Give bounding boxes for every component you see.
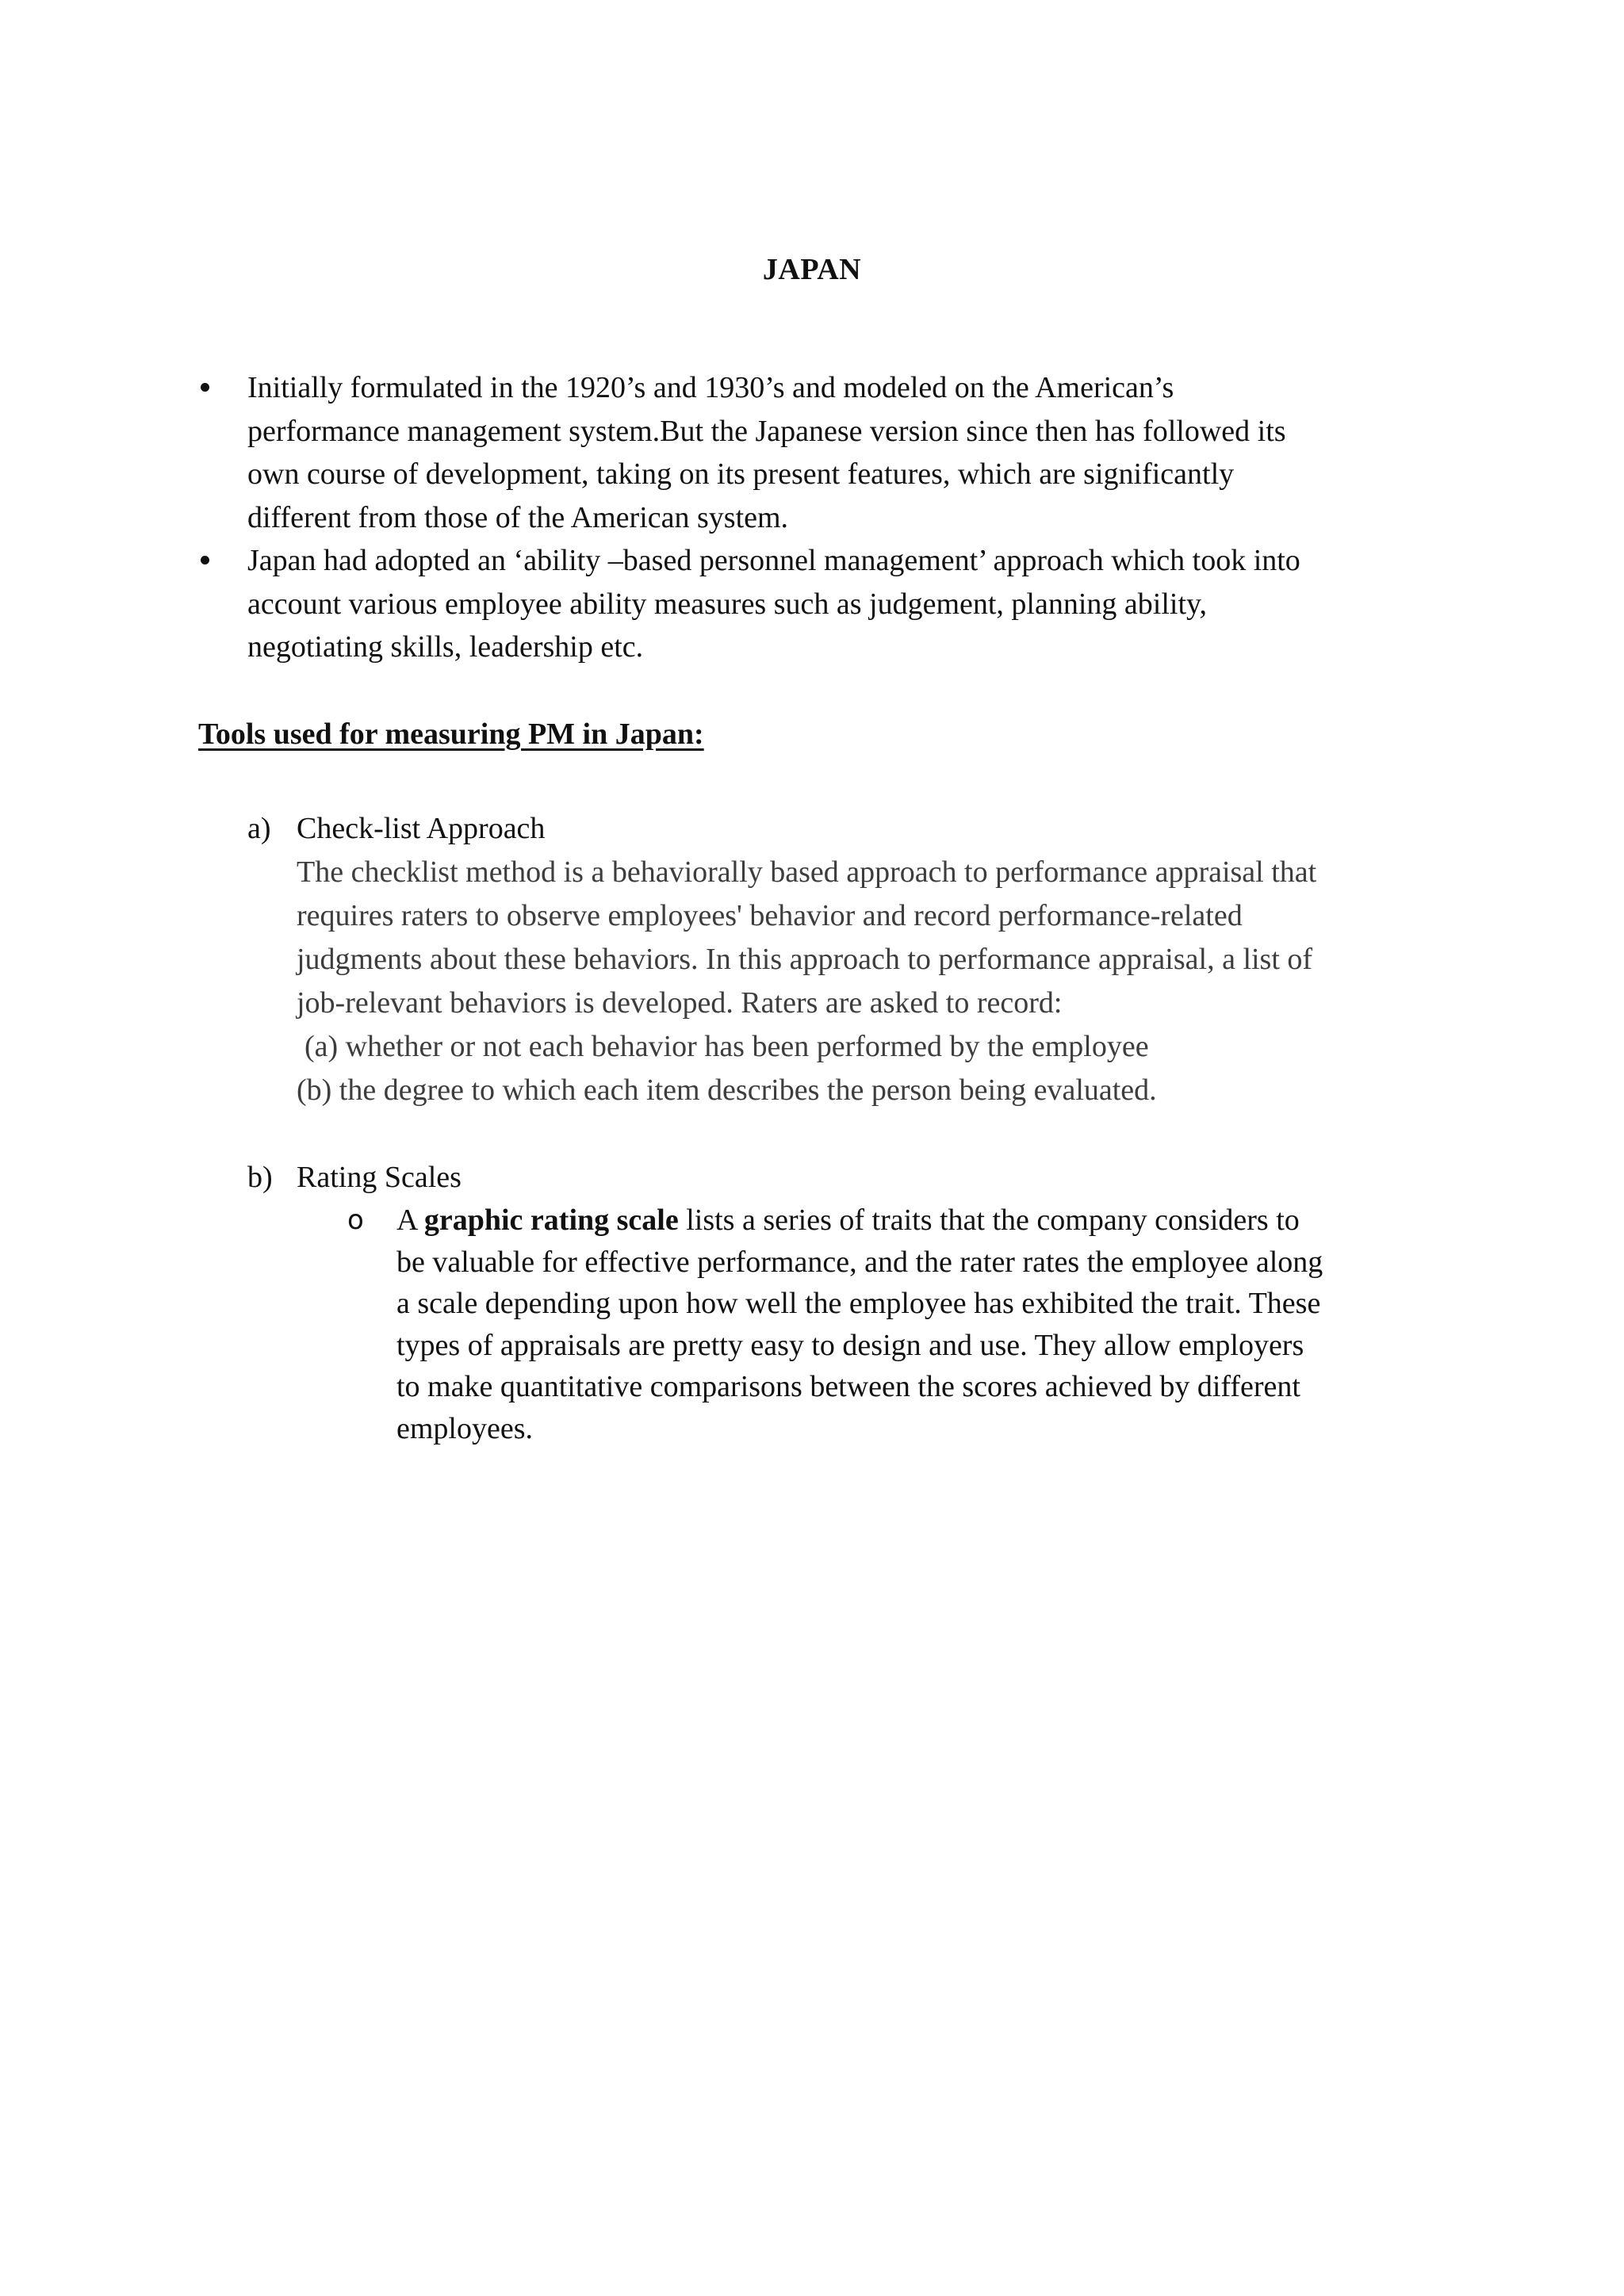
- bullet-list: [198, 366, 1435, 669]
- tool-description: [297, 851, 1423, 1112]
- bullet-line: negotiating skills, leadership etc.: [247, 630, 644, 664]
- description-line: (a) whether or not each behavior has been performed by the employee: [304, 1030, 1149, 1063]
- bullet-dot-icon: [201, 556, 209, 564]
- bullet-line: own course of development, taking on its present features, which are significantly: [247, 457, 1235, 491]
- circle-bullet-icon: o: [347, 1204, 364, 1236]
- bullet-line: performance management system.But the Japanese version since then has followed its: [247, 414, 1286, 448]
- description-line: a scale depending upon how well the employee has exhibited the trait. These: [396, 1287, 1321, 1320]
- list-marker: b): [247, 1161, 273, 1194]
- list-marker: a): [247, 812, 271, 845]
- tool-title: Check-list Approach: [297, 812, 546, 845]
- page-title: JAPAN: [762, 253, 862, 286]
- description-line: job-relevant behaviors is developed. Raters are asked to record:: [297, 986, 1063, 1020]
- description-line: [396, 1200, 1443, 1242]
- bullet-dot-icon: [201, 383, 209, 392]
- tool-title: Rating Scales: [297, 1161, 462, 1194]
- description-line: (b) the degree to which each item describes the person being evaluated.: [297, 1073, 1157, 1107]
- bullet-line: account various employee ability measures such as judgement, planning ability,: [247, 587, 1208, 621]
- bullet-item-history: [198, 366, 1435, 539]
- bold-term: graphic rating scale: [423, 1203, 679, 1237]
- sub-bullet-graphic-rating-scale: [347, 1200, 1443, 1449]
- description-line: employees.: [396, 1411, 534, 1445]
- text-suffix: lists a series of traits that the company considers to: [678, 1203, 1300, 1237]
- text-prefix: A: [396, 1203, 424, 1237]
- section-heading-tools: Tools used for measuring PM in Japan:: [198, 718, 704, 751]
- bullet-item-ability-based: [198, 539, 1435, 669]
- description-line: be valuable for effective performance, and the rater rates the employee along: [396, 1245, 1323, 1279]
- bullet-line: Japan had adopted an ‘ability –based personnel management’ approach which took into: [247, 544, 1300, 577]
- bullet-line: different from those of the American system.: [247, 500, 789, 534]
- description-line: requires raters to observe employees' behavior and record performance-related: [297, 899, 1243, 932]
- description-line: to make quantitative comparisons between the scores achieved by different: [396, 1370, 1300, 1403]
- description-line: The checklist method is a behaviorally based approach to performance appraisal that: [297, 855, 1317, 889]
- description-line: types of appraisals are pretty easy to design and use. They allow employers: [396, 1328, 1304, 1362]
- bullet-line: Initially formulated in the 1920’s and 1930’s and modeled on the American’s: [247, 371, 1174, 404]
- description-line: judgments about these behaviors. In this approach to performance appraisal, a list of: [297, 943, 1313, 976]
